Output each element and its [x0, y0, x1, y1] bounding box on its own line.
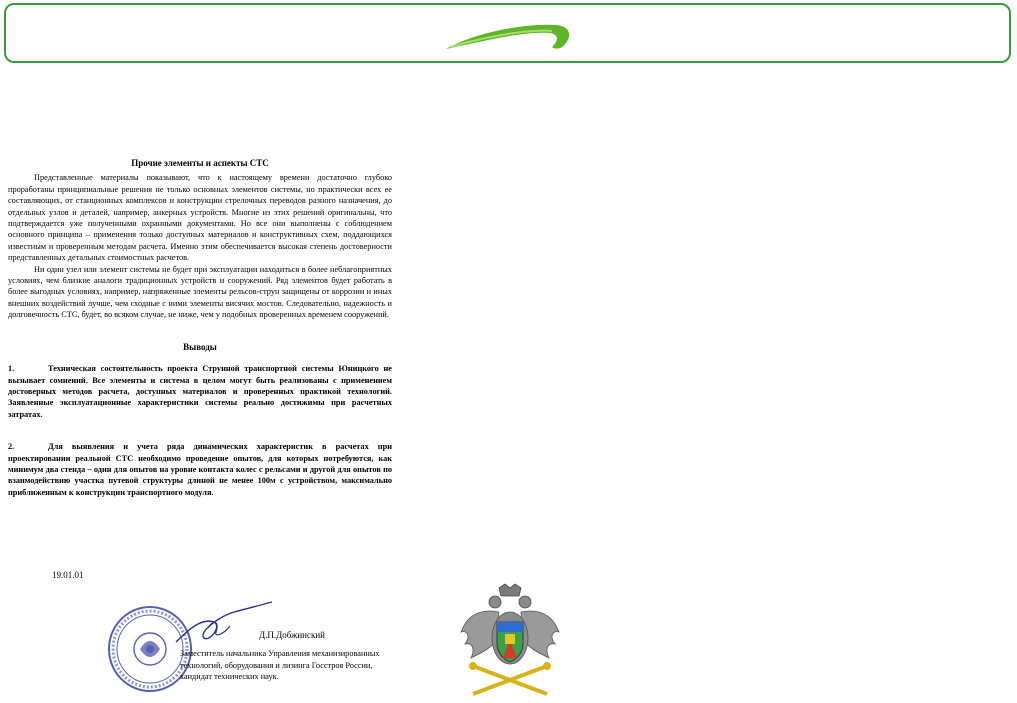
- state-emblem-icon: [459, 582, 561, 698]
- document-date: 19.01.01: [52, 570, 84, 580]
- conclusions-heading: Выводы: [183, 341, 217, 352]
- signer-name: Д.П.Добжинский: [259, 630, 325, 640]
- paragraph: Ни один узел или элемент системы не будет при эксплуатации находиться в более неблагоприятных условиях, чем близкие аналоги традиционных устройств и сооружений. Ряд элементов будет работать в более выгодных условиях, например, напряженные элементы рельсов-струн защищены от коррозии и иных внешних воздействий лучше, чем сходные с ними элементы висячих мостов. Следовательно, надежность и долговечность СТС, будет, во всяком случае, не ниже, чем у подобных проверенных временем сооружений.: [8, 264, 392, 320]
- header-banner: [4, 3, 1011, 63]
- conclusion-text: Для выявления и учета ряда динамических характеристик в расчетах при проектировании реальной СТС необходимо проведение опытов, для которых потребуются, как минимум два стенда – один для опытов на уровне контакта колес с рельсами и другой для опытов по взаимодействию участка путевой структуры длиной не менее 100м с устройством, максимально приближенным к конструкции транспортного модуля.: [8, 442, 392, 497]
- swoosh-logo-icon: [444, 19, 574, 55]
- conclusion-text: Техническая состоятельность проекта Струнной транспортной системы Юницкого не вызывает сомнений. Все элементы и система в целом могут быть реализованы с применением достоверных методов расчета, доступных материалов и проверенных практикой технологий. Заявленные эксплуатационные характеристики системы реально достижимы при расчетных затратах.: [8, 364, 392, 419]
- signature-icon: [172, 598, 274, 648]
- paragraph: Представленные материалы показывают, что к настоящему времени достаточно глубоко проработаны принципиальные решения не только основных элементов системы, но практически всех ее составляющих, от станционных комплексов и конструкции стрелочных переводов разного назначения, до отдельных узлов и деталей, например, анкерных устройств. Многие из этих решений оригинальны, что подтверждается уже полученными охранными документами. Но все они выполнены с соблюдением основного принципа – применения только доступных материалов и конструктивных схем, поддающихся известным и проверенным методам расчета. Именно этим обеспечивается высокая степень достоверности представленных детальных стоимостных расчетов.: [8, 173, 392, 263]
- conclusion-number: 1.: [8, 364, 15, 374]
- conclusion-item: [8, 441, 392, 498]
- signer-title: Заместитель начальника Управления механизированных технологий, оборудования и лизинга Госстроя России, кандидат технических наук.: [180, 649, 380, 681]
- section-heading: Прочие элементы и аспекты СТС: [131, 158, 269, 168]
- conclusion-item: [8, 363, 392, 420]
- document-body: [8, 158, 392, 519]
- conclusion-number: 2.: [8, 442, 15, 452]
